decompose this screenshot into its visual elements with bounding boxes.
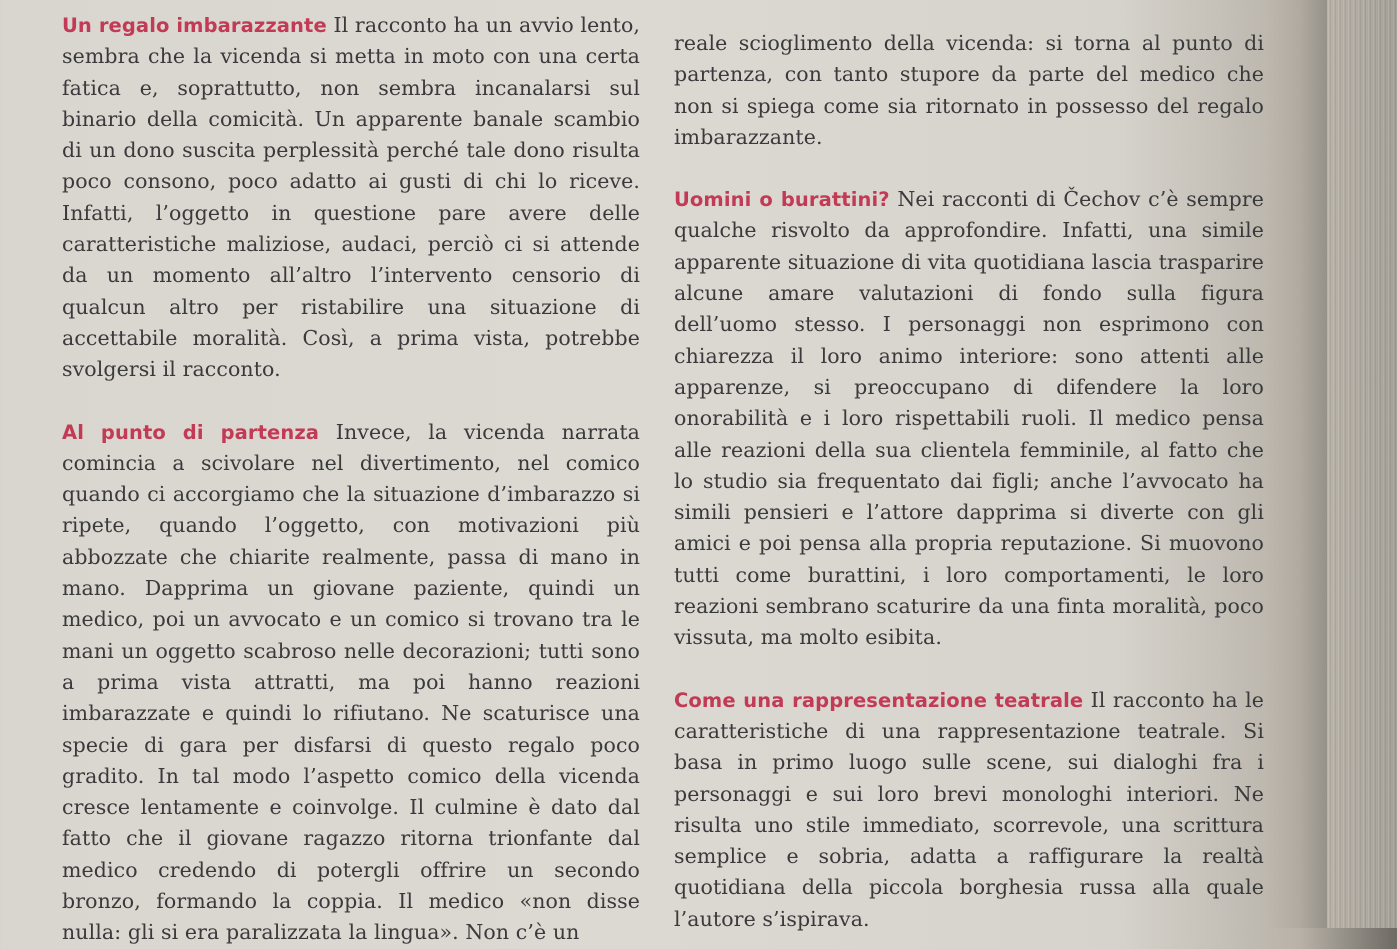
paragraph-text: Il racconto ha le caratteristiche di una rappresentazione teatrale. Si basa in primo luogo sulle scene, sui dialoghi fra i personaggi e sui loro brevi monologhi interiori. Ne risulta uno stile immediato, scorrevole, una scrittura semplice e sobria, adatta a raffigurare la realtà quotidiana della piccola borghesia russa alla quale l’autore s’ispirava. xyxy=(674,687,1264,931)
paragraph-regalo-imbarazzante xyxy=(62,10,640,386)
paragraph-uomini-o-burattini xyxy=(674,184,1264,653)
paragraph-punto-di-partenza xyxy=(62,417,640,949)
paragraph-continuation xyxy=(674,28,1264,153)
paragraph-text: reale scioglimento della vicenda: si torna al punto di partenza, con tanto stupore da parte del medico che non si spiega come sia ritornato in possesso del regalo imbarazzante. xyxy=(674,31,1264,149)
left-column xyxy=(62,10,640,949)
page-stack-edge xyxy=(1327,0,1397,928)
section-heading: Come una rappresentazione teatrale xyxy=(674,688,1084,712)
paragraph-text: Il racconto ha un avvio lento, sembra che la vicenda si metta in moto con una certa fatica e, soprattutto, non sembra incanalarsi sul binario della comicità. Un apparente banale scambio di un dono suscita perplessità perché tale dono risulta poco consono, poco adatto ai gusti di chi lo riceve. Infatti, l’oggetto in questione pare avere delle caratteristiche maliziose, audaci, perciò ci si attende da un momento all’altro l’intervento censorio di qualcun altro per ristabilire una situazione di accettabile moralità. Così, a prima vista, potrebbe svolgersi il racconto. xyxy=(62,13,641,382)
paragraph-rappresentazione-teatrale xyxy=(674,685,1264,935)
paragraph-text: Nei racconti di Čechov c’è sempre qualche risvolto da approfondire. Infatti, una simile apparente situazione di vita quotidiana lascia trasparire alcune amare valutazioni di fondo sulla figura dell’uomo stesso. I personaggi non esprimono con chiarezza il loro animo interiore: sono attenti alle apparenze, si preoccupano di difendere la loro onorabilità e i loro rispettabili ruoli. Il medico pensa alle reazioni della sua clientela femminile, al fatto che lo studio sia frequentato dai figli; anche l’avvocato ha simili pensieri e l’attore dapprima si diverte con gli amici e poi pensa alla propria reputazione. Si muovono tutti come burattini, i loro comportamenti, le loro reazioni sembrano scaturire da una finta moralità, poco vissuta, ma molto esibita. xyxy=(674,187,1264,650)
section-heading: Un regalo imbarazzante xyxy=(62,14,327,37)
page-gutter-shadow xyxy=(1267,0,1327,928)
paragraph-text: Invece, la vicenda narrata comincia a scivolare nel divertimento, nel comico quando ci accorgiamo che la situazione d’imbarazzo si ripete, quando l’oggetto, con motivazioni più abbozzate che chiarite realmente, passa di mano in mano. Dapprima un giovane paziente, quindi un medico, poi un avvocato e un comico si trovano tra le mani un oggetto scabroso nelle decorazioni; tutti sono a prima vista attratti, ma poi hanno reazioni imbarazzate e quindi lo rifiutano. Ne scaturisce una specie di gara per disfarsi di questo regalo poco gradito. In tal modo l’aspetto comico della vicenda cresce lentamente e coinvolge. Il culmine è dato dal fatto che il giovane ragazzo ritorna trionfante dal medico credendo di potergli offrire un secondo bronzo, formando la coppia. Il medico «non disse nulla: gli si era paralizzata la lingua». Non c’è un xyxy=(62,419,641,945)
right-column xyxy=(674,28,1264,935)
section-heading: Uomini o burattini? xyxy=(674,188,890,212)
section-heading: Al punto di partenza xyxy=(62,420,320,444)
